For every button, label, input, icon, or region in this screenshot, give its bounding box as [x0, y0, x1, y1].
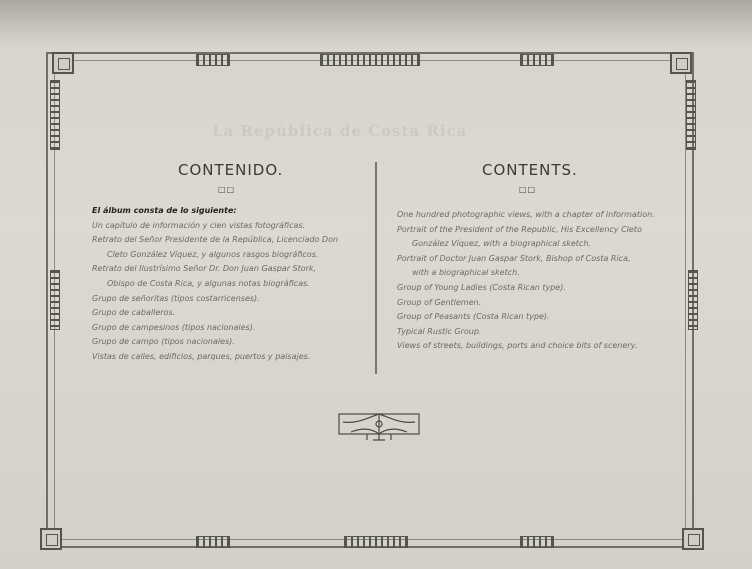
frame-corner-bottom-right	[682, 528, 704, 550]
contents-item: Group of Young Ladies (Costa Rican type).	[397, 282, 566, 292]
contenido-heading: CONTENIDO.	[178, 161, 284, 179]
contents-item: Group of Gentlemen.	[397, 297, 482, 307]
art-nouveau-ornament-icon	[337, 410, 421, 442]
contenido-item: Grupo de señoritas (tipos costarricenses).	[92, 293, 260, 303]
frame-corner-bottom-left	[40, 528, 62, 550]
contents-item: Portrait of Doctor Juan Gaspar Stork, Bishop of Costa Rica,	[397, 253, 631, 263]
frame-ornament-right-mid	[688, 270, 698, 330]
contents-item: Portrait of the President of the Republic, His Excellency Cleto	[397, 224, 642, 234]
contents-box-ornament: □□	[519, 185, 537, 194]
contents-item: One hundred photographic views, with a chapter of information.	[397, 210, 655, 219]
show-through-title: La República de Costa Rica	[212, 122, 468, 140]
frame-ornament-top-center	[320, 54, 420, 66]
contenido-box-ornament: □□	[218, 185, 236, 194]
frame-ornament-left-mid	[50, 270, 60, 330]
contenido-item: Grupo de campo (tipos nacionales).	[92, 337, 235, 347]
frame-ornament-right-top	[686, 80, 696, 150]
contents-item: Typical Rustic Group.	[397, 326, 482, 336]
frame-ornament-bottom-left	[196, 536, 230, 548]
contenido-item: Cleto González Víquez, y algunos rasgos biográficos.	[107, 249, 319, 259]
frame-ornament-top-right	[520, 54, 554, 66]
contenido-item: Un capítulo de información y cien vistas fotográficas.	[92, 220, 306, 230]
contents-list	[397, 208, 655, 354]
frame-corner-top-right	[670, 52, 692, 74]
contents-item: González Víquez, with a biographical sketch.	[412, 239, 591, 249]
contenido-lead: El álbum consta de lo siguiente:	[92, 206, 237, 215]
frame-ornament-bottom-center	[344, 536, 408, 548]
frame-ornament-left-top	[50, 80, 60, 150]
contents-item: Group of Peasants (Costa Rican type).	[397, 312, 550, 322]
frame-corner-top-left	[52, 52, 74, 74]
contents-heading: CONTENTS.	[482, 161, 578, 179]
frame-ornament-bottom-right	[520, 536, 554, 548]
contenido-item: Retrato del Ilustrísimo Señor Dr. Don Juan Gaspar Stork,	[92, 264, 317, 274]
contenido-item: Grupo de campesinos (tipos nacionales).	[92, 322, 256, 332]
page-top-shadow	[0, 0, 752, 48]
contenido-item: Retrato del Señor Presidente de la República, Licenciado Don	[92, 235, 339, 245]
contenido-item: Grupo de caballeros.	[92, 308, 176, 318]
contenido-list	[92, 204, 338, 365]
contenido-item: Vistas de calles, edificios, parques, puertos y paisajes.	[92, 351, 311, 361]
frame-ornament-top-left	[196, 54, 230, 66]
contents-item: with a biographical sketch.	[412, 268, 520, 278]
column-divider	[375, 162, 377, 374]
contents-item: Views of streets, buildings, ports and choice bits of scenery.	[397, 341, 638, 351]
contenido-item: Obispo de Costa Rica, y algunas notas biográficas.	[107, 278, 310, 288]
